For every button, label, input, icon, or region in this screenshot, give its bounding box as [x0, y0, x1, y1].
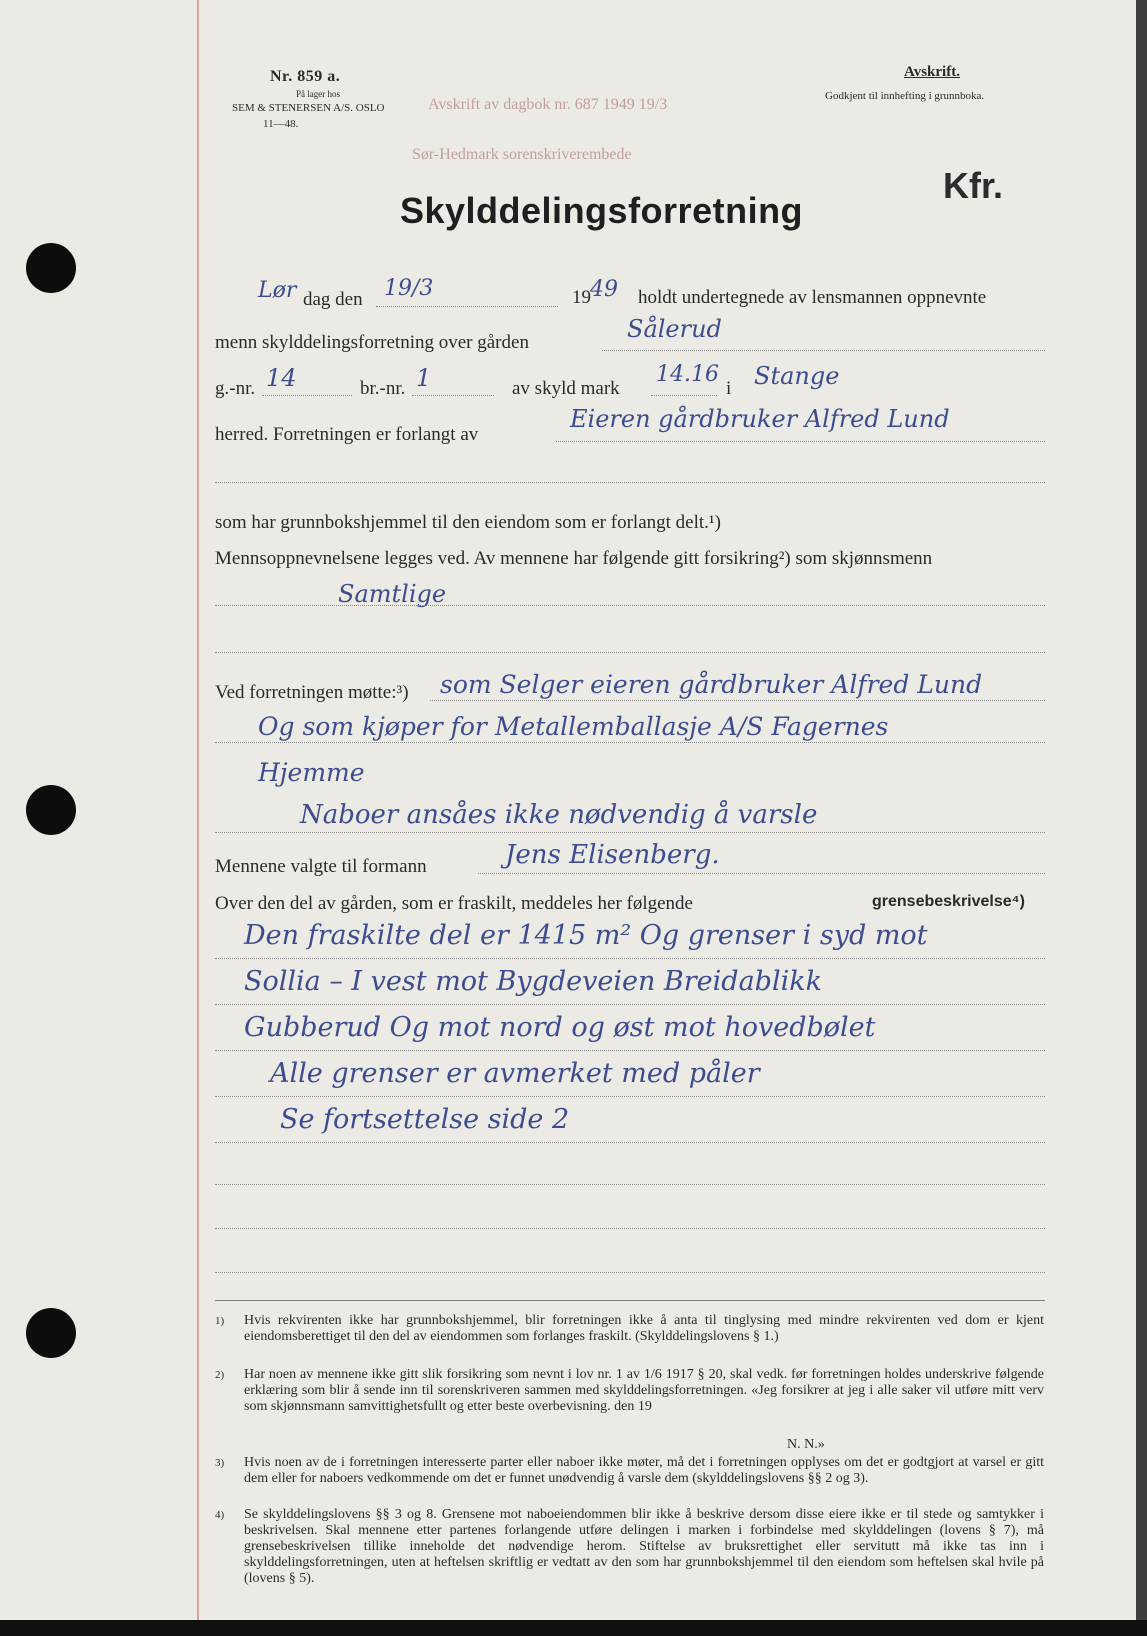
- i-label: i: [726, 378, 732, 399]
- grensebeskrivelse-label: grensebeskrivelse⁴): [872, 893, 1025, 910]
- punch-hole: [26, 785, 76, 835]
- formann-dotted-line: [478, 873, 1045, 874]
- handwritten-motte-3: Hjemme: [258, 758, 365, 787]
- blank-dotted-line: [215, 1228, 1045, 1229]
- handwritten-day: Lør: [258, 278, 297, 303]
- handwritten-motte-4: Naboer ansåes ikke nødvendig å varsle: [300, 800, 818, 830]
- registry-stamp-line-2: Sør-Hedmark sorenskriverembede: [412, 146, 632, 163]
- handwritten-desc-1: Den fraskilte del er 1415 m² Og grenser i syd mot: [244, 920, 928, 951]
- skyld-label: av skyld mark: [512, 378, 620, 399]
- handwritten-motte-1: som Selger eieren gårdbruker Alfred Lund: [440, 670, 983, 699]
- footnote-separator: [215, 1300, 1045, 1301]
- handwritten-brnr: 1: [416, 364, 432, 392]
- footnote-text: Hvis noen av de i forretningen interesserte parter eller naboer ikke møter, må det i forretningen opplyses om det er godtgjort at varsel er gitt dem eller for naboers vedkommende om det er funnet unødvendig å varsle dem (skylddelingslovens §§ 2 og 3).: [244, 1455, 1044, 1486]
- skyld-dotted-line: [651, 395, 717, 396]
- herred-label: herred. Forretningen er forlangt av: [215, 424, 479, 445]
- printer-line-3: 11—48.: [263, 118, 299, 130]
- handwritten-desc-2: Sollia – I vest mot Bygdeveien Breidablikk: [244, 966, 822, 997]
- punch-hole: [26, 243, 76, 293]
- holdt-label: holdt undertegnede av lensmannen oppnevnte: [638, 287, 987, 308]
- date-dotted-line: [376, 306, 558, 307]
- gnr-label: g.-nr.: [215, 378, 256, 399]
- registry-stamp-line-1: Avskrift av dagbok nr. 687 1949 19/3: [428, 96, 668, 113]
- brnr-label: br.-nr.: [360, 378, 406, 399]
- handwritten-desc-3: Gubberud Og mot nord og øst mot hovedbølet: [244, 1012, 876, 1043]
- page-title: Skylddelingsforretning: [400, 190, 804, 231]
- kfr-mark: Kfr.: [943, 165, 1004, 206]
- formann-label: Mennene valgte til formann: [215, 856, 427, 877]
- footnote-signature: N. N.»: [787, 1437, 825, 1452]
- footnote-number: 3): [215, 1457, 225, 1469]
- handwritten-skjonnsmenn: Samtlige: [338, 580, 447, 608]
- footnote-text: Har noen av mennene ikke gitt slik forsikring som nevnt i lov nr. 1 av 1/6 1917 § 20, skal vedk. før forretningen holdes underskrive følgende erklæring som blir å sende inn til sorenskriveren sammen med skylddelingsforretningen. «Jeg forsikrer at jeg i alle saker vil utføre mitt verv som skjønnsmann samvittighetsfullt og etter beste overbevisning. den 19: [244, 1367, 1044, 1414]
- blank-dotted-line: [215, 482, 1045, 483]
- desc-dotted-line: [215, 1050, 1045, 1051]
- handwritten-skyld: 14.16: [656, 362, 719, 387]
- dag-den-label: dag den: [303, 289, 363, 310]
- handwritten-desc-4: Alle grenser er avmerket med påler: [270, 1058, 760, 1089]
- farm-dotted-line: [602, 350, 1045, 351]
- brnr-dotted-line: [412, 395, 494, 396]
- punch-hole: [26, 1308, 76, 1358]
- blank-dotted-line: [215, 1184, 1045, 1185]
- desc-dotted-line: [215, 1096, 1045, 1097]
- motte-dotted-line: [215, 832, 1045, 833]
- handwritten-formann: Jens Elisenberg.: [505, 840, 720, 870]
- skjonnsmenn-dotted-line: [215, 605, 1045, 606]
- handwritten-motte-2: Og som kjøper for Metallemballasje A/S Fagernes: [258, 712, 889, 741]
- footnote-text: Hvis rekvirenten ikke har grunnbokshjemmel, blir forretningen ikke å anta til tinglysing med mindre rekvirenten ved dom er kjent eiendomsberettiget til den del av eiendommen som forlanges fraskilt. (Skylddelingslovens § 1.): [244, 1313, 1044, 1344]
- requester-dotted-line: [556, 441, 1045, 442]
- desc-dotted-line: [215, 958, 1045, 959]
- avskrift-subtitle: Godkjent til innhefting i grunnboka.: [825, 90, 985, 102]
- footnote-text: Se skylddelingslovens §§ 3 og 8. Grensene mot naboeiendommen blir ikke å beskrive dersom disse eiere ikke er til stede og samtykker i beskrivelsen. Skal mennene etter partenes forlangende utføre delingen i marken i forbindelse med skylddelingen (lovens § 7), må grensebeskrivelsen tillike inneholde det nødvendige herom. Stiftelse av bruksrettighet eller servitutt må ikke tas inn i skylddelingsforretningen, uten at heftelsen skriftlig er vedtatt av den som har grunnbokshjemmel til den eiendom som heftelsen skal hvile på (lovens § 5).: [244, 1507, 1044, 1586]
- motte-dotted-line: [430, 700, 1045, 701]
- year-prefix: 19: [572, 287, 591, 308]
- footnote-number: 2): [215, 1369, 225, 1381]
- blank-dotted-line: [215, 652, 1045, 653]
- handwritten-desc-5: Se fortsettelse side 2: [280, 1104, 570, 1135]
- printer-line-2: SEM & STENERSEN A/S. OSLO: [232, 102, 385, 114]
- handwritten-date: 19/3: [384, 276, 434, 301]
- hjemmel-label: som har grunnbokshjemmel til den eiendom som er forlangt delt.¹): [215, 512, 721, 533]
- menn-label: menn skylddelingsforretning over gården: [215, 332, 529, 353]
- over-label: Over den del av gården, som er fraskilt, meddeles her følgende: [215, 893, 693, 914]
- desc-dotted-line: [215, 1004, 1045, 1005]
- scan-edge-right: [1136, 0, 1147, 1636]
- motte-dotted-line: [215, 742, 1045, 743]
- handwritten-farm: Sålerud: [627, 315, 722, 343]
- margin-line: [197, 0, 199, 1620]
- blank-dotted-line: [215, 1272, 1045, 1273]
- handwritten-requester: Eieren gårdbruker Alfred Lund: [570, 405, 950, 433]
- scan-edge-bottom: [0, 1620, 1147, 1636]
- handwritten-year: 49: [590, 277, 618, 302]
- footnote-number: 1): [215, 1315, 225, 1327]
- desc-dotted-line: [215, 1142, 1045, 1143]
- form-number: Nr. 859 a.: [270, 68, 341, 85]
- gnr-dotted-line: [262, 395, 352, 396]
- mennsoppnevnelse-label: Mennsoppnevnelsene legges ved. Av mennene har følgende gitt forsikring²) som skjønnsmenn: [215, 548, 933, 569]
- handwritten-gnr: 14: [266, 364, 297, 392]
- motte-label: Ved forretningen møtte:³): [215, 682, 409, 703]
- handwritten-place: Stange: [754, 362, 840, 390]
- printer-line-1: På lager hos: [296, 89, 340, 99]
- avskrift-title: Avskrift.: [904, 64, 960, 80]
- footnote-number: 4): [215, 1509, 225, 1521]
